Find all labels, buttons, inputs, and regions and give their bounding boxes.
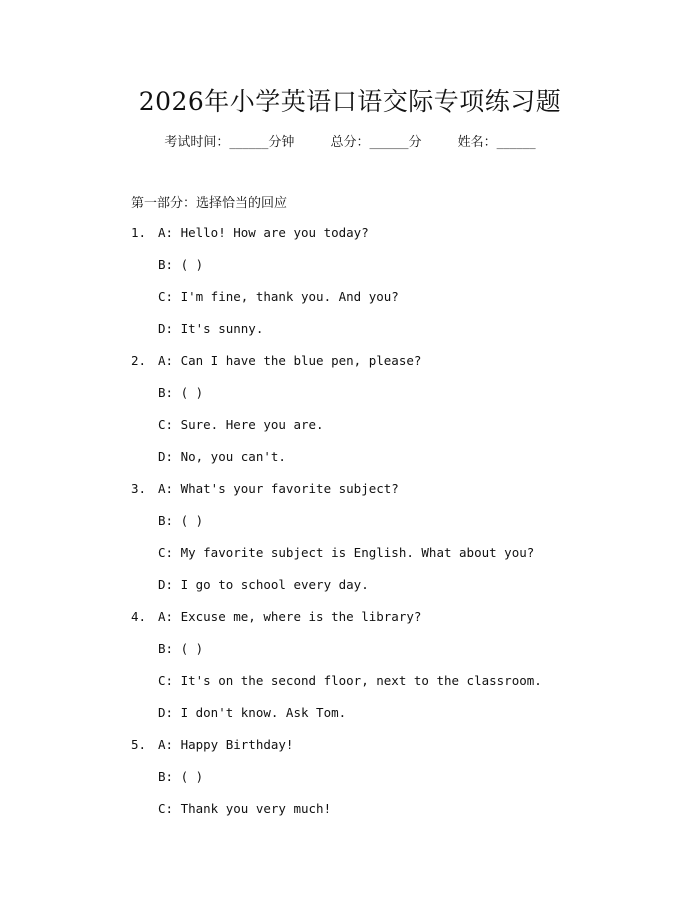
- dialogue-line: [131, 446, 651, 478]
- dialogue-text: C: I'm fine, thank you. And you?: [158, 289, 399, 304]
- dialogue-text: A: Can I have the blue pen, please?: [158, 353, 422, 368]
- dialogue-text: A: Hello! How are you today?: [158, 225, 369, 240]
- question-item: [131, 350, 651, 478]
- dialogue-text: A: Excuse me, where is the library?: [158, 609, 422, 624]
- dialogue-line: [131, 286, 651, 318]
- dialogue-line: [131, 606, 651, 638]
- dialogue-line: [131, 350, 651, 382]
- dialogue-text: C: Sure. Here you are.: [158, 417, 324, 432]
- dialogue-line: [131, 318, 651, 350]
- question-number: 4.: [131, 609, 147, 624]
- dialogue-text: B: ( ): [158, 641, 204, 656]
- dialogue-line: [131, 414, 651, 446]
- dialogue-line: [131, 222, 651, 254]
- dialogue-line: [131, 478, 651, 510]
- dialogue-text: C: Thank you very much!: [158, 801, 332, 816]
- question-item: [131, 478, 651, 606]
- dialogue-text: D: I don't know. Ask Tom.: [158, 705, 347, 720]
- question-number: 1.: [131, 225, 147, 240]
- question-item: [131, 606, 651, 734]
- question-number: 3.: [131, 481, 147, 496]
- dialogue-line: [131, 542, 651, 574]
- dialogue-line: [131, 798, 651, 830]
- question-item: [131, 222, 651, 350]
- dialogue-line: [131, 702, 651, 734]
- name-field: 姓名：______: [457, 135, 536, 150]
- dialogue-line: [131, 254, 651, 286]
- dialogue-line: [131, 766, 651, 798]
- dialogue-text: B: ( ): [158, 769, 204, 784]
- dialogue-line: [131, 670, 651, 702]
- total-score-field: 总分：______分: [330, 135, 422, 150]
- dialogue-line: [131, 638, 651, 670]
- page-title: 2026年小学英语口语交际专项练习题: [138, 87, 562, 116]
- dialogue-text: B: ( ): [158, 385, 204, 400]
- dialogue-text: B: ( ): [158, 513, 204, 528]
- dialogue-line: [131, 510, 651, 542]
- dialogue-line: [131, 382, 651, 414]
- dialogue-text: B: ( ): [158, 257, 204, 272]
- exam-info: [0, 131, 700, 150]
- dialogue-text: A: What's your favorite subject?: [158, 481, 399, 496]
- exam-time-field: 考试时间：______分钟: [164, 135, 295, 150]
- section-heading: 第一部分：选择恰当的回应: [131, 196, 288, 211]
- dialogue-line: [131, 734, 651, 766]
- dialogue-text: C: My favorite subject is English. What about you?: [158, 545, 535, 560]
- question-item: [131, 734, 651, 830]
- dialogue-text: D: No, you can't.: [158, 449, 286, 464]
- question-number: 5.: [131, 737, 147, 752]
- question-list: [131, 222, 651, 830]
- dialogue-text: D: I go to school every day.: [158, 577, 369, 592]
- dialogue-text: A: Happy Birthday!: [158, 737, 294, 752]
- dialogue-text: C: It's on the second floor, next to the classroom.: [158, 673, 542, 688]
- question-number: 2.: [131, 353, 147, 368]
- dialogue-text: D: It's sunny.: [158, 321, 264, 336]
- dialogue-line: [131, 574, 651, 606]
